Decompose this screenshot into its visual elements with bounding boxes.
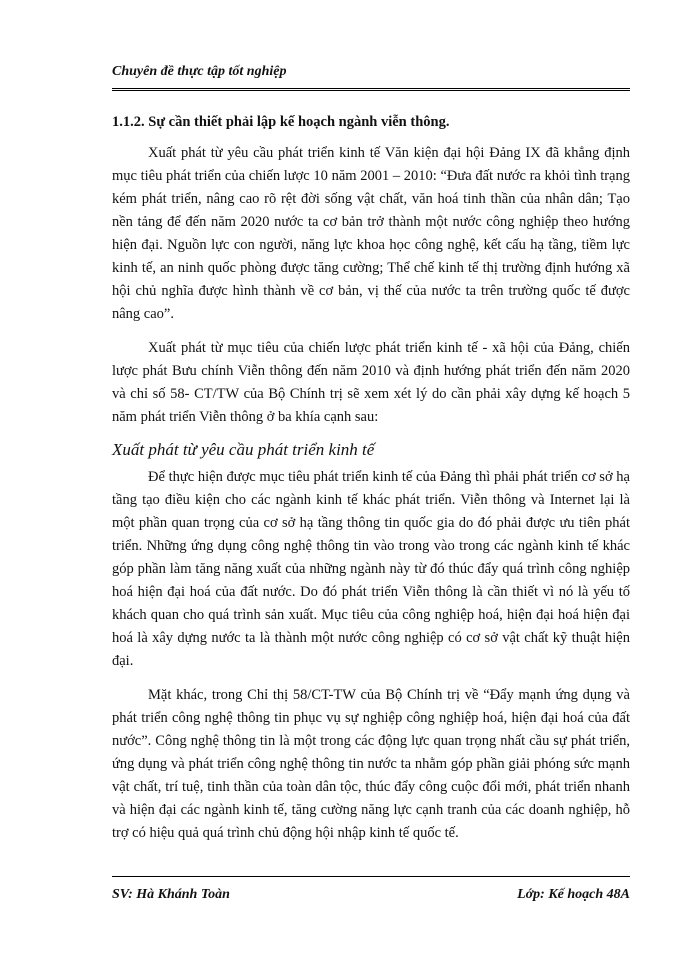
paragraph: Để thực hiện được mục tiêu phát triển kinh tế của Đảng thì phải phát triển cơ sở hạ tầng tạo điều kiện cho các ngành kinh tế khác phát triển. Viễn thông và Internet lại là một phần quan trọng của cơ sở hạ tầng thông tin quốc gia do đó phải được ưu tiên phát triển. Những ứng dụng công nghệ thông tin vào trong vào trong các ngành kinh tế khác góp phần làm tăng năng xuất của những ngành này từ đó thúc đẩy quá trình công nghiệp hoá hiện đại hoá của đất nước. Do đó phát triển Viễn thông là cần thiết vì nó là yếu tố khách quan cho quá trình sản xuất. Mục tiêu của công nghiệp hoá, hiện đại hoá hiện đại hoá là xây dựng nước ta là thành một nước công nghiệp có cơ sở vật chất kỹ thuật hiện đại. <box>112 469 630 669</box>
page-header <box>112 64 630 91</box>
footer-class: Lớp: Kế hoạch 48A <box>517 887 630 902</box>
paragraph: Xuất phát từ yêu cầu phát triển kinh tế Văn kiện đại hội Đảng IX đã khẳng định mục tiêu phát triển của chiến lược 10 năm 2001 – 2010: “Đưa đất nước ra khỏi tình trạng kém phát triển, nâng cao rõ rệt đời sống vật chất, văn hoá tinh thần của nhân dân; Tạo nền tảng để đến năm 2020 nước ta cơ bản trở thành một nước công nghiệp theo hướng hiện đại. Nguồn lực con người, năng lực khoa học công nghệ, kết cấu hạ tầng, tiềm lực kinh tế, an ninh quốc phòng được tăng cường; Thể chế kinh tế thị trường định hướng xã hội chủ nghĩa được hình thành về cơ bản, vị thế của nước ta trên trường quốc tế được nâng cao”. <box>112 145 630 322</box>
subsection-heading: Xuất phát từ yêu cầu phát triển kinh tế <box>112 440 375 459</box>
header-title: Chuyên đề thực tập tốt nghiệp <box>112 64 287 79</box>
paragraph: Mặt khác, trong Chỉ thị 58/CT-TW của Bộ Chính trị về “Đẩy mạnh ứng dụng và phát triển công nghệ thông tin phục vụ sự nghiệp công nghiệp hoá, hiện đại hoá của đất nước”. Công nghệ thông tin là một trong các động lực quan trọng nhất cầu sự phát triển, ứng dụng và phát triển công nghệ thông tin nước ta nhằm góp phần giải phóng sức mạnh vật chất, trí tuệ, tinh thần của toàn dân tộc, thúc đẩy công cuộc đổi mới, phát triển nhanh và hiện đại các ngành kinh tế, tăng cường năng lực cạnh tranh của các doanh nghiệp, hỗ trợ có hiệu quả quá trình chủ động hội nhập kinh tế quốc tế. <box>112 687 630 841</box>
footer-student: SV: Hà Khánh Toàn <box>112 887 230 902</box>
page-footer <box>112 876 630 903</box>
paragraph: Xuất phát từ mục tiêu của chiến lược phát triển kinh tế - xã hội của Đảng, chiến lược phát Bưu chính Viễn thông đến năm 2010 và định hướng phát triển đến năm 2020 và chỉ số 58- CT/TW của Bộ Chính trị sẽ xem xét lý do cần phải xây dựng kế hoạch 5 năm phát triển Viễn thông ở ba khía cạnh sau: <box>112 340 630 425</box>
document-body <box>112 114 630 856</box>
section-heading: 1.1.2. Sự cần thiết phải lập kế hoạch ngành viễn thông. <box>112 114 450 130</box>
